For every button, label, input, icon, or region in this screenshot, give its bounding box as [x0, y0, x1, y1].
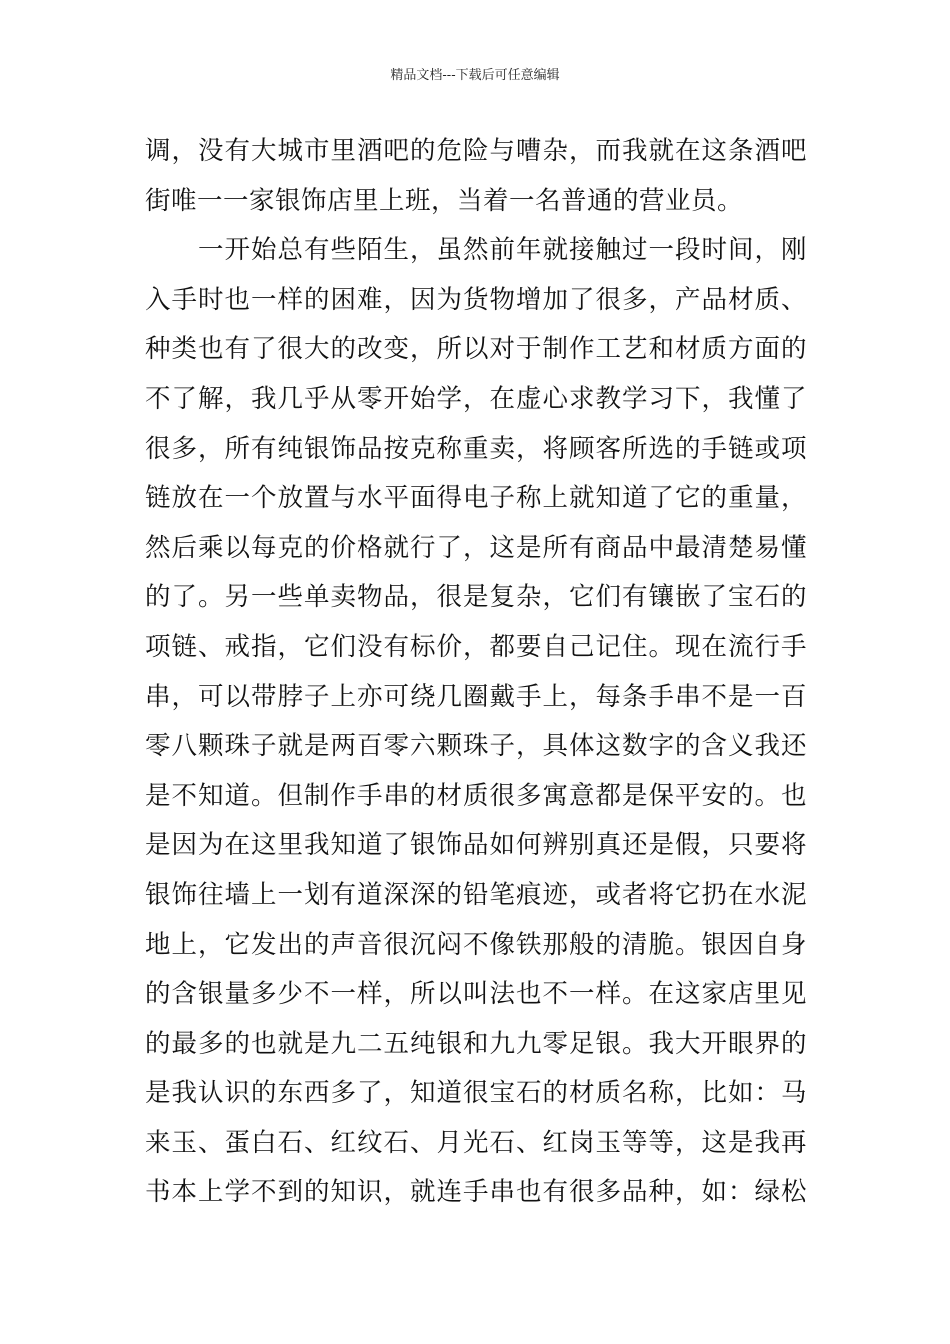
text-line: 是我认识的东西多了，知道很宝石的材质名称，比如：马	[145, 1078, 807, 1109]
body-text	[145, 127, 807, 1218]
text-line: 来玉、蛋白石、红纹石、月光石、红岗玉等等，这是我再	[145, 1127, 807, 1158]
text-line: 街唯一一家银饰店里上班，当着一名普通的营业员。	[145, 185, 744, 216]
text-line: 一开始总有些陌生，虽然前年就接触过一段时间，刚	[145, 235, 807, 266]
text-line: 项链、戒指，它们没有标价，都要自己记住。现在流行手	[145, 631, 807, 662]
text-line: 串，可以带脖子上亦可绕几圈戴手上，每条手串不是一百	[145, 681, 807, 712]
text-line: 入手时也一样的困难，因为货物增加了很多，产品材质、	[145, 284, 807, 315]
text-line: 是因为在这里我知道了银饰品如何辨别真还是假，只要将	[145, 830, 807, 861]
text-line: 不了解，我几乎从零开始学，在虚心求教学习下，我懂了	[145, 383, 807, 414]
text-line: 种类也有了很大的改变，所以对于制作工艺和材质方面的	[145, 334, 807, 365]
text-line: 调，没有大城市里酒吧的危险与嘈杂，而我就在这条酒吧	[145, 136, 807, 166]
text-line: 书本上学不到的知识，就连手串也有很多品种，如：绿松	[145, 1177, 807, 1208]
text-line: 很多，所有纯银饰品按克称重卖，将顾客所选的手链或项	[145, 433, 807, 464]
text-line: 的含银量多少不一样，所以叫法也不一样。在这家店里见	[145, 979, 807, 1010]
text-line: 然后乘以每克的价格就行了，这是所有商品中最清楚易懂	[145, 532, 807, 563]
page-header: 精品文档---下载后可任意编辑	[390, 68, 560, 83]
text-line: 银饰往墙上一划有道深深的铅笔痕迹，或者将它扔在水泥	[145, 879, 807, 910]
text-line: 零八颗珠子就是两百零六颗珠子，具体这数字的含义我还	[145, 731, 807, 762]
text-line: 地上，它发出的声音很沉闷不像铁那般的清脆。银因自身	[145, 929, 807, 960]
text-line: 的最多的也就是九二五纯银和九九零足银。我大开眼界的	[145, 1028, 807, 1059]
text-line: 的了。另一些单卖物品，很是复杂，它们有镶嵌了宝石的	[145, 582, 807, 613]
text-line: 是不知道。但制作手串的材质很多寓意都是保平安的。也	[145, 780, 807, 811]
text-line: 链放在一个放置与水平面得电子称上就知道了它的重量，	[145, 483, 807, 514]
